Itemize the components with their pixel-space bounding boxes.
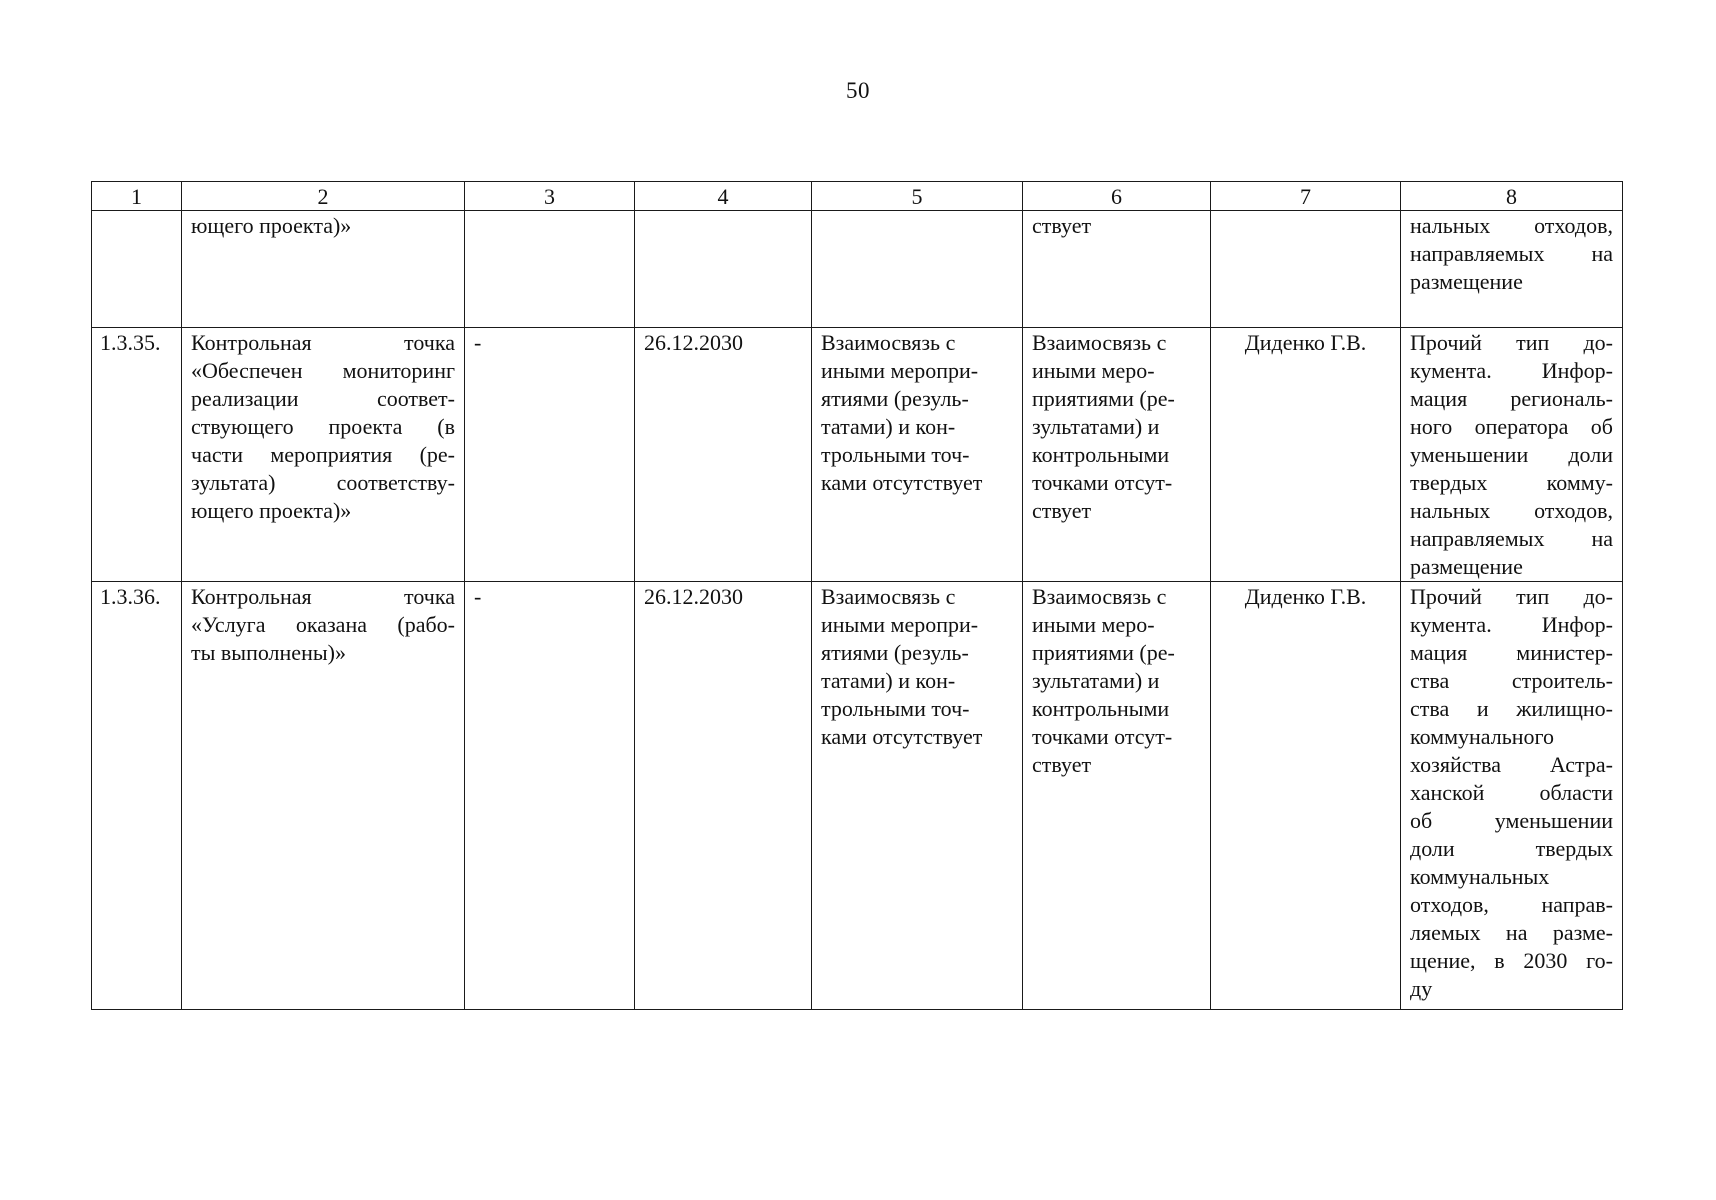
cell-line: ствует <box>1032 498 1092 523</box>
cell-line: ющего проекта)» <box>191 498 352 523</box>
cell-line: контрольными <box>1032 442 1170 467</box>
cell-line: татами) и кон- <box>821 668 956 693</box>
cell-name <box>182 328 465 582</box>
cell-line: размещение <box>1410 269 1523 294</box>
cell-number <box>92 211 182 328</box>
cell-line: ты выполнены)» <box>191 640 346 665</box>
cell-col3: - <box>465 328 635 582</box>
cell-line: Взаимосвязь с <box>1032 330 1167 355</box>
table-row <box>92 328 1623 582</box>
cell-line: иными меро- <box>1032 612 1155 637</box>
column-header: 4 <box>635 182 812 211</box>
cell-line: отходов, направ- <box>1410 892 1613 917</box>
cell-relation-activities <box>812 328 1023 582</box>
cell-line: иными меропри- <box>821 358 979 383</box>
table-row <box>92 582 1623 1010</box>
cell-line: приятиями (ре- <box>1032 386 1175 411</box>
cell-line: «Услуга оказана (рабо- <box>191 612 455 637</box>
column-header: 5 <box>812 182 1023 211</box>
cell-line: реализации соответ- <box>191 386 455 411</box>
cell-line: Контрольная точка <box>191 584 455 609</box>
table-header-row <box>92 182 1623 211</box>
cell-line: трольными точ- <box>821 696 970 721</box>
cell-line: ками отсутствует <box>821 724 983 749</box>
cell-col3 <box>465 211 635 328</box>
cell-line: уменьшении доли <box>1410 442 1613 467</box>
cell-line: приятиями (ре- <box>1032 640 1175 665</box>
cell-date <box>635 211 812 328</box>
column-header: 2 <box>182 182 465 211</box>
cell-line: точками отсут- <box>1032 724 1173 749</box>
cell-number: 1.3.35. <box>92 328 182 582</box>
cell-line: ствующего проекта (в <box>191 414 455 439</box>
cell-line: зультатами) и <box>1032 668 1160 693</box>
cell-line: хозяйства Астра- <box>1410 752 1613 777</box>
cell-line: нальных отходов, <box>1410 498 1613 523</box>
cell-line: Взаимосвязь с <box>821 330 956 355</box>
column-header: 3 <box>465 182 635 211</box>
cell-relation-activities <box>812 582 1023 1010</box>
cell-line: ятиями (резуль- <box>821 640 969 665</box>
cell-line: Прочий тип до- <box>1410 330 1613 355</box>
cell-line: коммунального <box>1410 724 1554 749</box>
cell-line: твердых комму- <box>1410 470 1613 495</box>
cell-document-type <box>1401 328 1623 582</box>
cell-document-type <box>1401 582 1623 1010</box>
cell-line: Взаимосвязь с <box>821 584 956 609</box>
cell-line: направляемых на <box>1410 241 1613 266</box>
cell-line: трольными точ- <box>821 442 970 467</box>
cell-line: мация министер- <box>1410 640 1613 665</box>
cell-number: 1.3.36. <box>92 582 182 1010</box>
cell-relation-activities <box>812 211 1023 328</box>
cell-line: татами) и кон- <box>821 414 956 439</box>
cell-date: 26.12.2030 <box>635 328 812 582</box>
cell-line: точками отсут- <box>1032 470 1173 495</box>
cell-relation-points: ствует <box>1023 211 1211 328</box>
column-header: 8 <box>1401 182 1623 211</box>
cell-line: части мероприятия (ре- <box>191 442 455 467</box>
cell-responsible: Диденко Г.В. <box>1211 328 1401 582</box>
cell-line: Взаимосвязь с <box>1032 584 1167 609</box>
cell-line: ханской области <box>1410 780 1613 805</box>
cell-line: направляемых на <box>1410 526 1613 551</box>
cell-line: ятиями (резуль- <box>821 386 969 411</box>
cell-line: доли твердых <box>1410 836 1613 861</box>
cell-line: зультатами) и <box>1032 414 1160 439</box>
cell-document-type <box>1401 211 1623 328</box>
column-header: 1 <box>92 182 182 211</box>
cell-responsible: Диденко Г.В. <box>1211 582 1401 1010</box>
page-number: 50 <box>846 78 870 103</box>
cell-line: Прочий тип до- <box>1410 584 1613 609</box>
cell-relation-points <box>1023 328 1211 582</box>
column-header: 6 <box>1023 182 1211 211</box>
cell-name <box>182 582 465 1010</box>
cell-line: размещение <box>1410 554 1523 579</box>
cell-line: ного оператора об <box>1410 414 1613 439</box>
cell-date: 26.12.2030 <box>635 582 812 1010</box>
cell-line: кумента. Инфор- <box>1410 358 1613 383</box>
cell-line: мация региональ- <box>1410 386 1613 411</box>
cell-line: ства строитель- <box>1410 668 1613 693</box>
cell-line: ляемых на разме- <box>1410 920 1613 945</box>
cell-line: ками отсутствует <box>821 470 983 495</box>
cell-line: кумента. Инфор- <box>1410 612 1613 637</box>
cell-line: зультата) соответству- <box>191 470 455 495</box>
cell-name: ющего проекта)» <box>182 211 465 328</box>
cell-line: об уменьшении <box>1410 808 1613 833</box>
cell-line: нальных отходов, <box>1410 213 1613 238</box>
column-header: 7 <box>1211 182 1401 211</box>
cell-line: коммунальных <box>1410 864 1550 889</box>
cell-line: «Обеспечен мониторинг <box>191 358 455 383</box>
cell-col3: - <box>465 582 635 1010</box>
cell-line: ду <box>1410 976 1433 1001</box>
cell-line: иными меропри- <box>821 612 979 637</box>
cell-line: иными меро- <box>1032 358 1155 383</box>
cell-line: ства и жилищно- <box>1410 696 1613 721</box>
cell-responsible <box>1211 211 1401 328</box>
cell-line: контрольными <box>1032 696 1170 721</box>
cell-line: щение, в 2030 го- <box>1410 948 1613 973</box>
table-row-continuation <box>92 211 1623 328</box>
cell-line: Контрольная точка <box>191 330 455 355</box>
cell-relation-points <box>1023 582 1211 1010</box>
cell-line: ствует <box>1032 752 1092 777</box>
control-points-table <box>91 181 1623 1010</box>
